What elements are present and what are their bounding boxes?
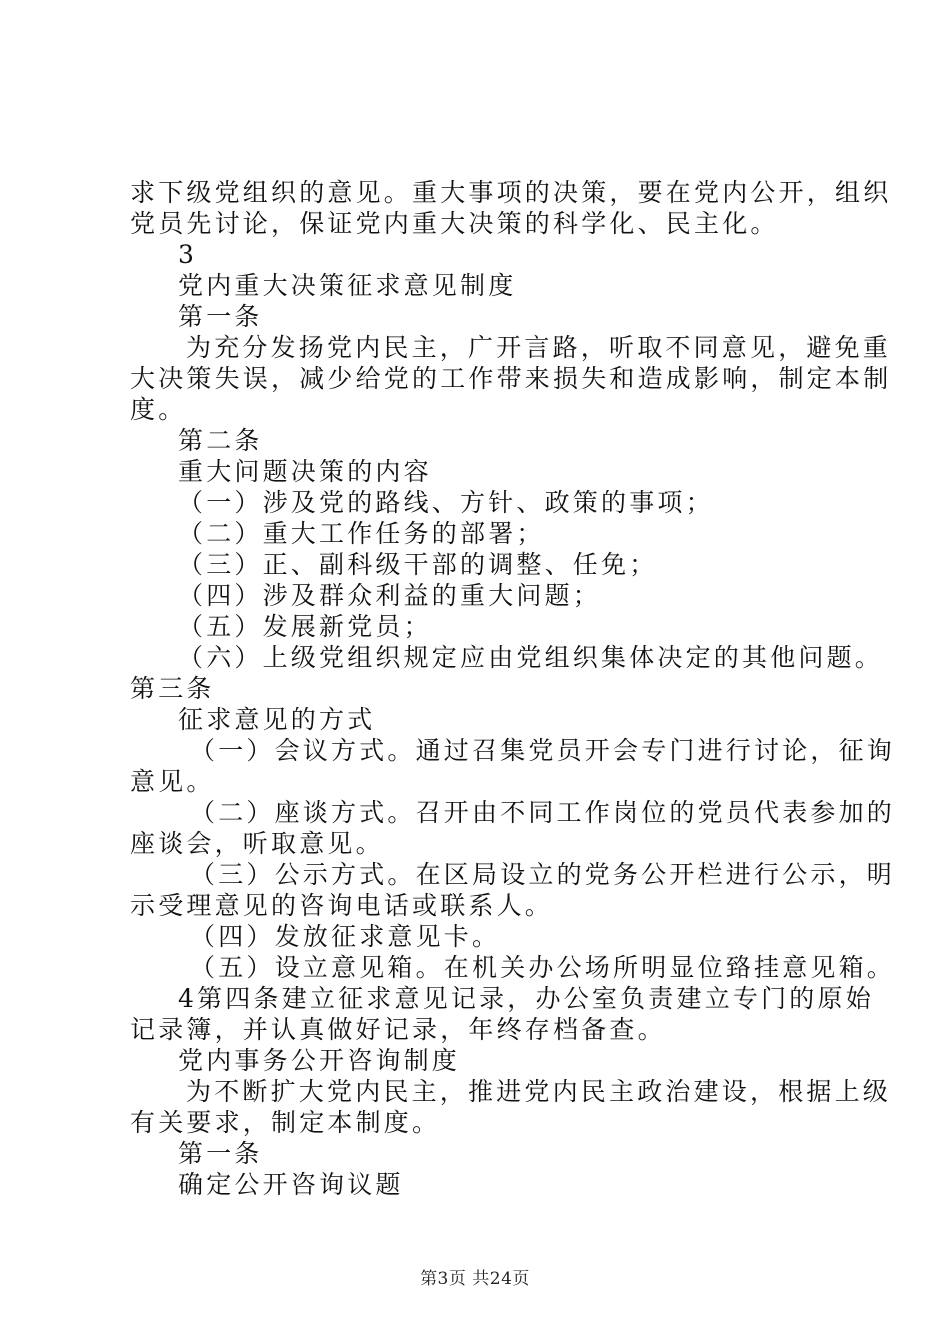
section-title: 党内事务公开咨询制度	[178, 1046, 461, 1075]
text-line: 座谈会，听取意见。	[130, 829, 384, 858]
text-line: 意见。	[130, 767, 215, 796]
article-heading: 第一条	[178, 302, 263, 331]
section-title: 党内重大决策征求意见制度	[178, 271, 517, 300]
article-heading: 第三条	[130, 674, 215, 703]
list-item: （三）公示方式。在区局设立的党务公开栏进行公示，明	[190, 860, 896, 889]
list-item: （五）设立意见箱。在机关办公场所明显位臵挂意见箱。	[190, 953, 896, 982]
text-line: 记录簿，并认真做好记录，年终存档备查。	[130, 1015, 666, 1044]
page-footer: 第3页 共24页	[420, 1269, 530, 1289]
text-line: 求下级党组织的意见。重大事项的决策，要在党内公开，组织	[130, 178, 892, 207]
text-line: 4第四条建立征求意见记录，办公室负责建立专门的原始	[178, 984, 874, 1013]
list-item: （二）座谈方式。召开由不同工作岗位的党员代表参加的	[190, 798, 896, 827]
text-line: 确定公开咨询议题	[178, 1170, 404, 1199]
text-line: 有关要求，制定本制度。	[130, 1108, 441, 1137]
list-item: （三）正、副科级干部的调整、任免；	[178, 550, 658, 579]
text-line: 重大问题决策的内容	[178, 457, 432, 486]
text-line: 示受理意见的咨询电话或联系人。	[130, 891, 554, 920]
list-item: （四）涉及群众利益的重大问题；	[178, 581, 602, 610]
text-line: 度。	[130, 395, 187, 424]
list-item: （四）发放征求意见卡。	[190, 922, 501, 951]
article-heading: 第一条	[178, 1139, 263, 1168]
list-item: （五）发展新党员；	[178, 612, 432, 641]
list-item: （二）重大工作任务的部署；	[178, 519, 545, 548]
article-heading: 第二条	[178, 426, 263, 455]
text-line: 为充分发扬党内民主，广开言路，听取不同意见，避免重	[186, 333, 892, 362]
section-number: 3	[178, 240, 198, 269]
list-item: （一）涉及党的路线、方针、政策的事项；	[178, 488, 714, 517]
list-item: （一）会议方式。通过召集党员开会专门进行讨论，征询	[190, 736, 896, 765]
list-item: （六）上级党组织规定应由党组织集体决定的其他问题。	[178, 643, 884, 672]
text-line: 为不断扩大党内民主，推进党内民主政治建设，根据上级	[186, 1077, 892, 1106]
text-line: 党员先讨论，保证党内重大决策的科学化、民主化。	[130, 209, 779, 238]
text-line: 征求意见的方式	[178, 705, 376, 734]
text-line: 大决策失误，减少给党的工作带来损失和造成影响，制定本制	[130, 364, 892, 393]
